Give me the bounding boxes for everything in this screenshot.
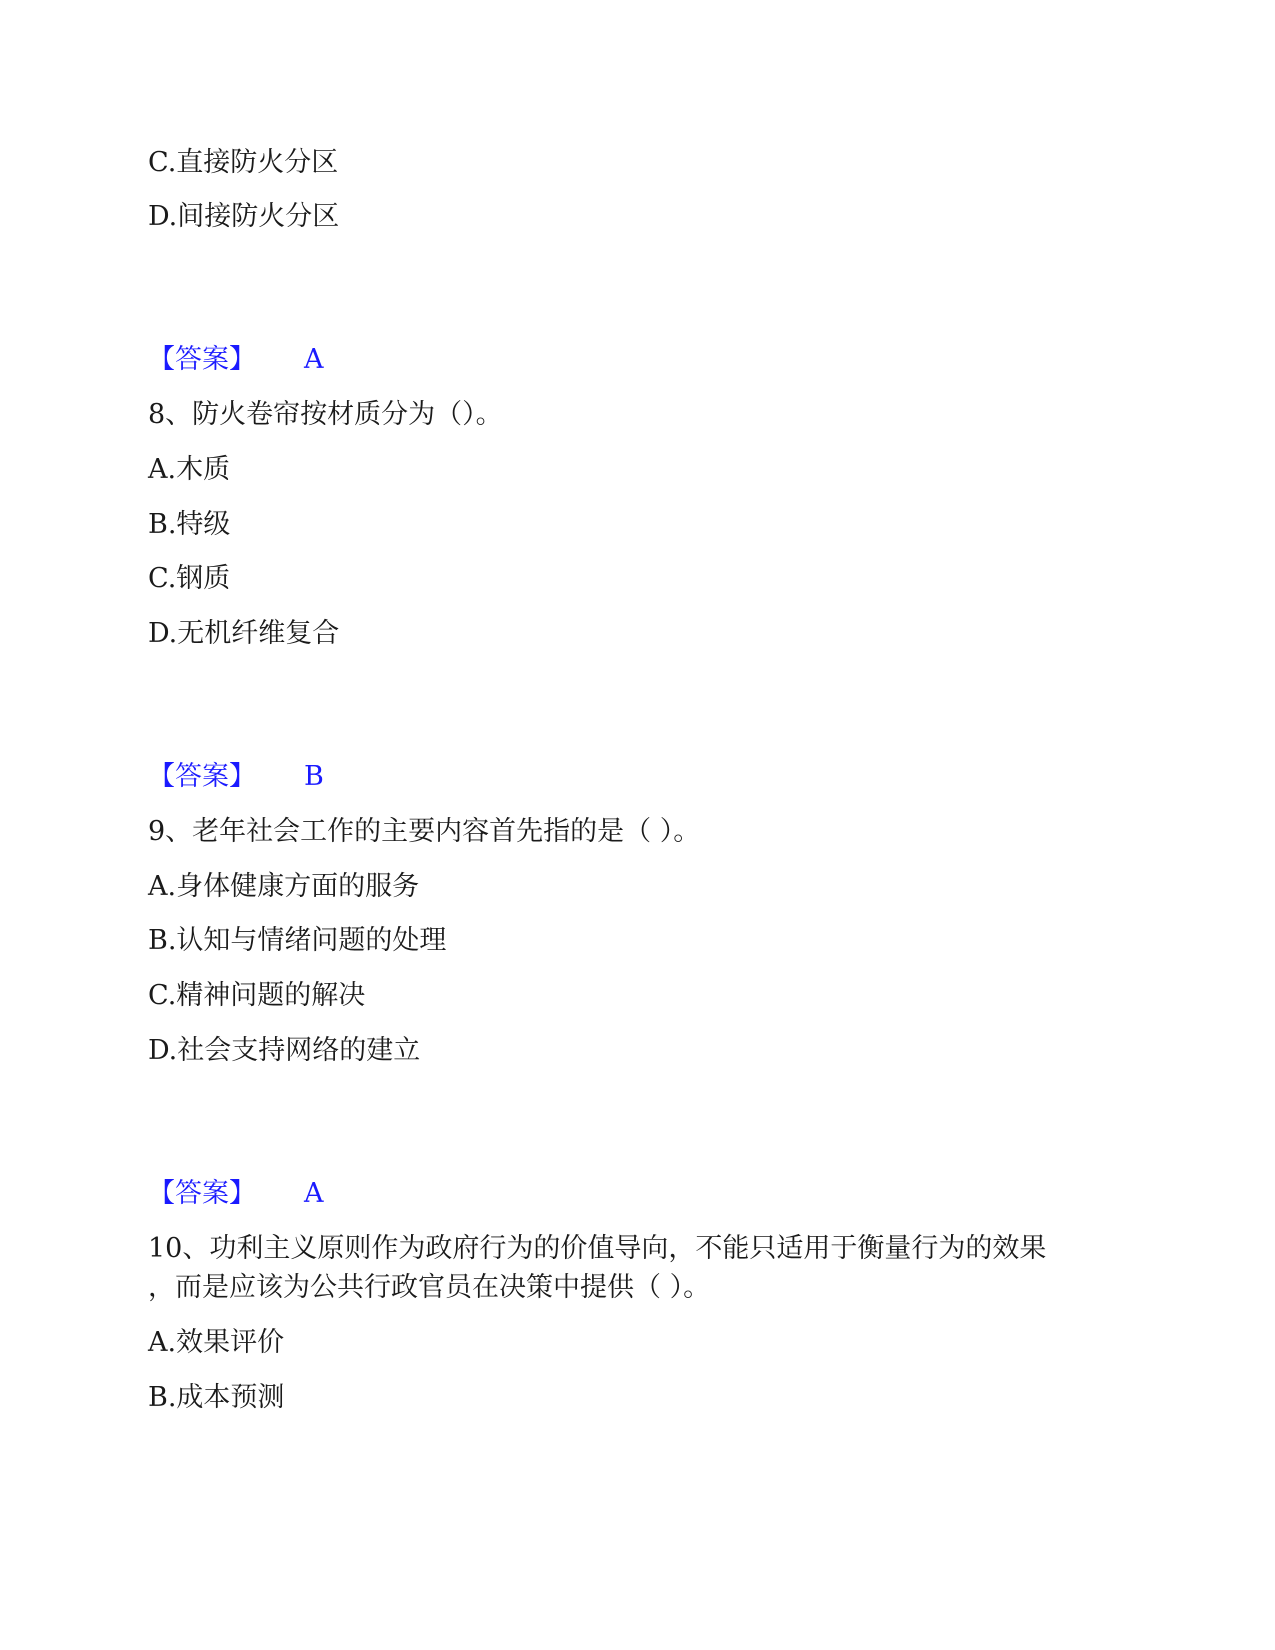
option-text: D.社会支持网络的建立: [148, 1035, 421, 1066]
option-text: C.钢质: [148, 563, 231, 594]
question-text: 9、老年社会工作的主要内容首先指的是（ ）。: [148, 816, 701, 847]
option-text: C.精神问题的解决: [148, 980, 366, 1011]
answer-label: 【答案】: [148, 1178, 256, 1209]
answer-value: A: [304, 344, 324, 375]
option-text: D.无机纤维复合: [148, 618, 340, 649]
question-text-continued: ，而是应该为公共行政官员在决策中提供（ ）。: [148, 1272, 711, 1303]
answer-line: [148, 1176, 324, 1212]
option-text: A.木质: [148, 454, 231, 485]
option-text: B.认知与情绪问题的处理: [148, 925, 447, 956]
option-text: A.效果评价: [148, 1327, 285, 1358]
answer-line: [148, 342, 324, 378]
answer-label: 【答案】: [148, 344, 256, 375]
option-text: B.成本预测: [148, 1382, 285, 1413]
answer-line: [148, 759, 324, 795]
option-text: A.身体健康方面的服务: [148, 871, 420, 902]
answer-label: 【答案】: [148, 761, 256, 792]
answer-value: B: [304, 761, 324, 792]
question-text: 10、功利主义原则作为政府行为的价值导向，不能只适用于衡量行为的效果: [148, 1233, 1047, 1264]
option-text: C.直接防火分区: [148, 147, 339, 178]
answer-value: A: [304, 1178, 324, 1209]
option-text: B.特级: [148, 509, 231, 540]
question-text: 8、防火卷帘按材质分为（）。: [148, 399, 503, 430]
option-text: D.间接防火分区: [148, 201, 340, 232]
